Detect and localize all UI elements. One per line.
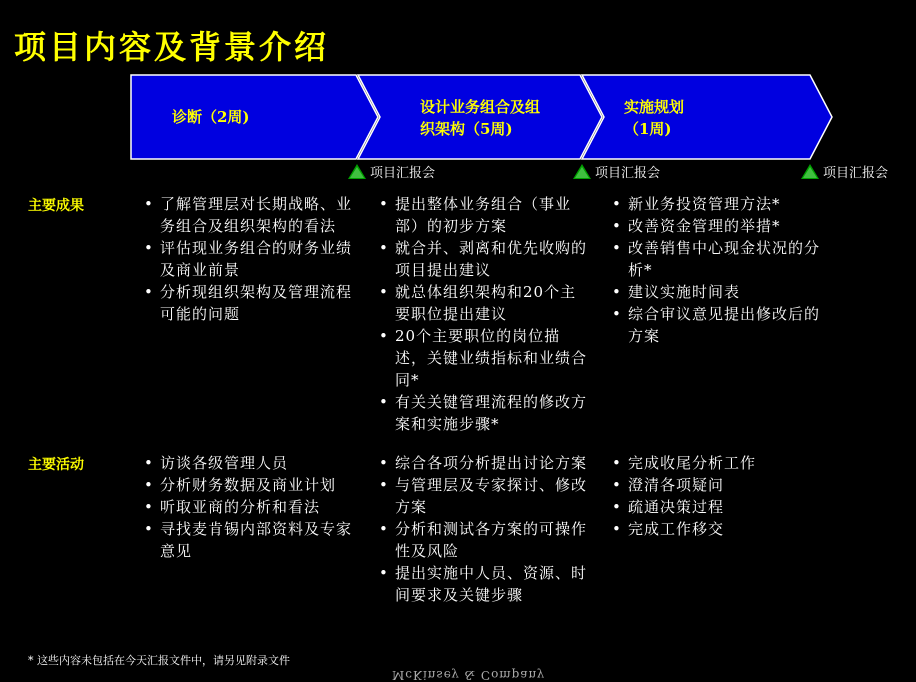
footnote: * 这些内容未包括在今天汇报文件中，请另见附录文件 — [28, 654, 290, 667]
list-item: • 综合各项分析提出讨论方案 — [377, 452, 589, 474]
list-item: • 分析财务数据及商业计划 — [142, 474, 354, 496]
results-col-2-list — [377, 193, 589, 435]
list-item: • 澄清各项疑问 — [610, 474, 822, 496]
milestone-3 — [801, 162, 888, 181]
list-item: • 访谈各级管理人员 — [142, 452, 354, 474]
activities-col-3 — [610, 452, 822, 540]
list-item: • 改善销售中心现金状况的分析* — [610, 237, 822, 281]
milestone-2-label: 项目汇报会 — [595, 166, 661, 181]
milestone-1-label: 项目汇报会 — [370, 166, 436, 181]
brand-logo: McKinsey & Company — [392, 668, 546, 682]
milestone-triangle-icon — [348, 164, 366, 179]
milestone-3-label: 项目汇报会 — [823, 166, 889, 181]
phase-1-label: 诊断（2周) — [172, 108, 250, 126]
list-item: • 分析和测试各方案的可操作性及风险 — [377, 518, 589, 562]
list-item: • 与管理层及专家探讨、修改方案 — [377, 474, 589, 518]
page-title: 项目内容及背景介绍 — [14, 28, 330, 66]
list-item: • 提出实施中人员、资源、时间要求及关键步骤 — [377, 562, 589, 606]
list-item: • 寻找麦肯锡内部资料及专家意见 — [142, 518, 354, 562]
activities-col-1 — [142, 452, 354, 562]
list-item: • 分析现组织架构及管理流程可能的问题 — [142, 281, 354, 325]
milestone-1 — [348, 162, 435, 181]
row-label-activities: 主要活动 — [28, 457, 84, 473]
phase-2-label-line2: 织架构（5周) — [420, 120, 513, 138]
results-col-1-list — [142, 193, 354, 325]
list-item: • 建议实施时间表 — [610, 281, 822, 303]
milestone-2 — [573, 162, 660, 181]
list-item: • 20个主要职位的岗位描述，关键业绩指标和业绩合同* — [377, 325, 589, 391]
phase-3-label-line2: （1周) — [624, 120, 672, 138]
list-item: • 新业务投资管理方法* — [610, 193, 822, 215]
phase-3-chevron — [582, 75, 832, 159]
activities-col-2 — [377, 452, 589, 606]
results-col-1 — [142, 193, 354, 325]
list-item: • 完成收尾分析工作 — [610, 452, 822, 474]
results-col-2 — [377, 193, 589, 435]
list-item: • 综合审议意见提出修改后的方案 — [610, 303, 822, 347]
phase-3-label — [624, 96, 684, 140]
activities-col-2-list — [377, 452, 589, 606]
results-col-3 — [610, 193, 822, 347]
milestone-triangle-icon — [801, 164, 819, 179]
list-item: • 听取亚商的分析和看法 — [142, 496, 354, 518]
activities-col-3-list — [610, 452, 822, 540]
activities-col-1-list — [142, 452, 354, 562]
list-item: • 提出整体业务组合（事业部）的初步方案 — [377, 193, 589, 237]
phase-1-chevron — [131, 75, 378, 159]
list-item: • 就总体组织架构和20个主要职位提出建议 — [377, 281, 589, 325]
phase-2-label — [420, 96, 540, 140]
results-col-3-list — [610, 193, 822, 347]
list-item: • 有关关键管理流程的修改方案和实施步骤* — [377, 391, 589, 435]
list-item: • 评估现业务组合的财务业绩及商业前景 — [142, 237, 354, 281]
list-item: • 改善资金管理的举措* — [610, 215, 822, 237]
phase-3-label-line1: 实施规划 — [624, 98, 685, 116]
list-item: • 完成工作移交 — [610, 518, 822, 540]
list-item: • 疏通决策过程 — [610, 496, 822, 518]
list-item: • 了解管理层对长期战略、业务组合及组织架构的看法 — [142, 193, 354, 237]
phase-2-label-line1: 设计业务组合及组 — [420, 98, 541, 116]
row-label-results: 主要成果 — [28, 198, 84, 214]
milestone-triangle-icon — [573, 164, 591, 179]
list-item: • 就合并、剥离和优先收购的项目提出建议 — [377, 237, 589, 281]
